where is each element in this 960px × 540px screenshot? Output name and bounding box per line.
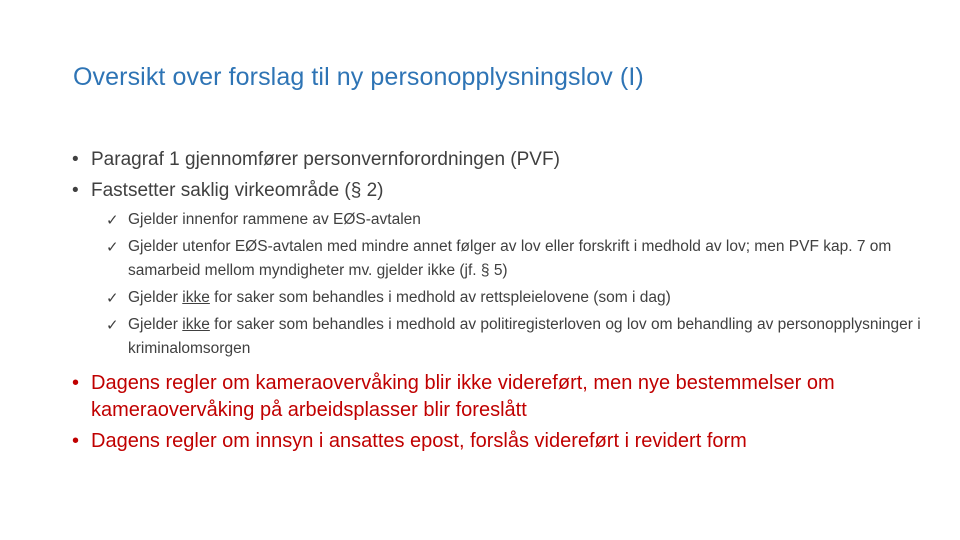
underlined-word: ikke (182, 316, 210, 333)
sub-item-text-post: for saker som behandles i medhold av politiregisterloven og lov om behandling av personopplysninger i kriminalomsorgen (128, 316, 921, 357)
bullet-dot-icon: • (72, 180, 79, 201)
bullet-text: Fastsetter saklig virkeområde (§ 2) (91, 180, 384, 201)
sub-item-rettspleielovene (106, 286, 932, 310)
sub-item-text-pre: Gjelder (128, 316, 183, 333)
sub-item-text-post: for saker som behandles i medhold av rettspleielovene (som i dag) (209, 289, 671, 306)
bullet-text: Paragraf 1 gjennomfører personvernforordningen (PVF) (91, 149, 560, 170)
checkmark-icon: ✓ (106, 211, 119, 229)
sub-item-utenfor-eos (106, 235, 932, 283)
sub-item-politiregisterloven (106, 313, 932, 361)
bullet-dot-icon: • (72, 372, 80, 394)
bullet-item-innsyn-epost (72, 428, 932, 455)
slide-body (72, 146, 932, 458)
bullet-dot-icon: • (72, 149, 79, 170)
slide-title: Oversikt over forslag til ny personopplysningslov (I) (73, 63, 644, 91)
bullet-item-kameraovervaking (72, 370, 932, 424)
bullet-item-paragraf-1 (72, 146, 932, 174)
bullet-dot-icon: • (72, 430, 80, 452)
underlined-word: ikke (182, 289, 210, 306)
sub-list (106, 208, 932, 361)
sub-item-text-pre: Gjelder (128, 289, 183, 306)
bullet-text: Dagens regler om innsyn i ansattes epost, forslås videreført i revidert form (91, 430, 747, 452)
sub-item-innenfor-eos (106, 208, 932, 232)
checkmark-icon: ✓ (106, 316, 119, 334)
checkmark-icon: ✓ (106, 238, 119, 256)
bullet-text: Dagens regler om kameraovervåking blir ikke videreført, men nye bestemmelser om kameraovervåking på arbeidsplasser blir foreslått (91, 372, 835, 421)
bullet-item-virkeomrade (72, 177, 932, 205)
checkmark-icon: ✓ (106, 289, 119, 307)
sub-item-text: Gjelder innenfor rammene av EØS-avtalen (128, 211, 421, 228)
sub-item-text: Gjelder utenfor EØS-avtalen med mindre annet følger av lov eller forskrift i medhold av lov; men PVF kap. 7 om samarbeid mellom myndigheter mv. gjelder ikke (jf. § 5) (128, 238, 892, 279)
